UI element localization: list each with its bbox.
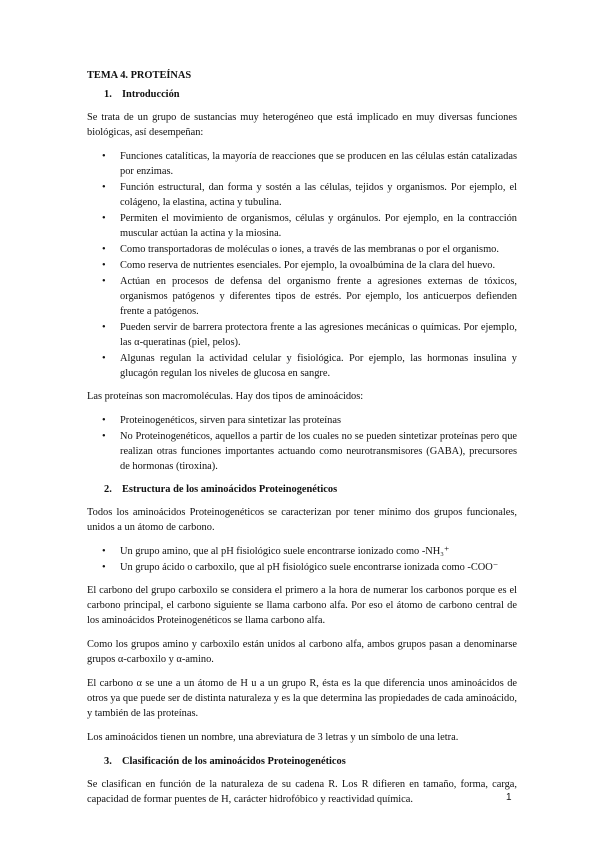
functional-groups-list [87, 544, 517, 575]
list-item: • Funciones catalíticas, la mayoría de reacciones que se producen en las células están catalizadas por enzimas. [102, 151, 517, 177]
macromolecules-paragraph: Las proteínas son macromoléculas. Hay dos tipos de aminoácidos: [87, 391, 364, 402]
amino-types-list [87, 413, 517, 474]
page-number: 1 [506, 792, 512, 803]
functions-list [87, 149, 517, 381]
bullet-icon: • [102, 244, 106, 255]
list-item: • Pueden servir de barrera protectora frente a las agresiones mecánicas o químicas. Por ejemplo, las α-queratinas (piel, pelos). [102, 322, 517, 348]
bullet-icon: • [102, 260, 106, 271]
bullet-icon: • [102, 151, 106, 162]
structure-paragraph: Todos los aminoácidos Proteinogenéticos se caracterizan por tener mínimo dos grupos funcionales, unidos a un átomo de carbono. [87, 507, 517, 533]
bullet-icon: • [102, 562, 106, 573]
list-item: • Algunas regulan la actividad celular y fisiológica. Por ejemplo, las hormonas insulina y glucagón regulan los niveles de glucosa en sangre. [102, 353, 517, 379]
section-title: Clasificación de los aminoácidos Proteinogenéticos [122, 756, 346, 767]
classification-paragraph: Se clasifican en función de la naturaleza de su cadena R. Los R difieren en tamaño, forma, carga, capacidad de formar puentes de H, carácter hidrofóbico y reactividad química. [87, 779, 517, 805]
bullet-icon: • [102, 182, 106, 193]
bullet-icon: • [102, 415, 106, 426]
list-item: • Función estructural, dan forma y sostén a las células, tejidos y organismos. Por ejemplo, el colágeno, la elastina, actina y tubulina. [102, 182, 517, 208]
list-item: • Un grupo ácido o carboxilo, que al pH fisiológico suele encontrarse ionizada como -COO⁻ [102, 562, 499, 573]
section-number: 1. [104, 89, 112, 100]
bullet-icon: • [102, 353, 106, 364]
document-title: TEMA 4. PROTEÍNAS [87, 70, 192, 81]
section-number: 3. [104, 756, 112, 767]
section-heading-clasificacion [87, 754, 517, 769]
alpha-paragraph: Como los grupos amino y carboxilo están unidos al carbono alfa, ambos grupos pasan a denominarse grupos α-carboxilo y α-amino. [87, 639, 517, 665]
bullet-icon: • [102, 322, 106, 333]
intro-paragraph: Se trata de un grupo de sustancias muy heterogéneo que está implicado en muy diversas funciones biológicas, así desempeñan: [87, 112, 517, 138]
bullet-icon: • [102, 213, 106, 224]
list-item: • Proteinogenéticos, sirven para sintetizar las proteínas [102, 415, 342, 426]
section-title: Estructura de los aminoácidos Proteinogenéticos [122, 484, 338, 495]
names-paragraph: Los aminoácidos tienen un nombre, una abreviatura de 3 letras y un símbolo de una letra. [87, 732, 459, 743]
section-title: Introducción [122, 89, 180, 100]
list-item: • Actúan en procesos de defensa del organismo frente a agresiones externas de tóxicos, organismos patógenos y diferentes tipos de estrés. Por ejemplo, los anticuerpos defienden frente a patógenos. [102, 276, 517, 317]
document-page [87, 68, 517, 816]
carbon-paragraph: El carbono del grupo carboxilo se considera el primero a la hora de numerar los carbonos porque es el carbono principal, el carbono siguiente se llama carbono alfa. Por eso el átomo de carbono central de los aminoácidos Proteinogenéticos se llama carbono alfa. [87, 585, 517, 626]
bullet-icon: • [102, 276, 106, 287]
bullet-icon: • [102, 546, 106, 557]
list-item: • Un grupo amino, que al pH fisiológico suele encontrarse ionizado como -NH₃⁺ [102, 546, 450, 557]
section-number: 2. [104, 484, 112, 495]
section-heading-introduccion [87, 87, 517, 102]
list-item: • Permiten el movimiento de organismos, células y orgánulos. Por ejemplo, en la contracción muscular actúan la actina y la miosina. [102, 213, 517, 239]
list-item: • Como reserva de nutrientes esenciales. Por ejemplo, la ovoalbúmina de la clara del huevo. [102, 260, 496, 271]
bullet-icon: • [102, 431, 106, 442]
r-group-paragraph: El carbono α se une a un átomo de H u a un grupo R, ésta es la que diferencia unos aminoácidos de otros ya que puede ser de distinta naturaleza y es la que determina las propiedades de cada aminoácido, y también de las proteínas. [87, 678, 517, 719]
section-heading-estructura [87, 482, 517, 497]
list-item: • No Proteinogenéticos, aquellos a partir de los cuales no se pueden sintetizar proteínas pero que realizan otras funciones importantes actuando como neurotransmisores (GABA), precursores de hormonas (tiroxina). [102, 431, 517, 472]
list-item: • Como transportadoras de moléculas o iones, a través de las membranas o por el organismo. [102, 244, 499, 255]
